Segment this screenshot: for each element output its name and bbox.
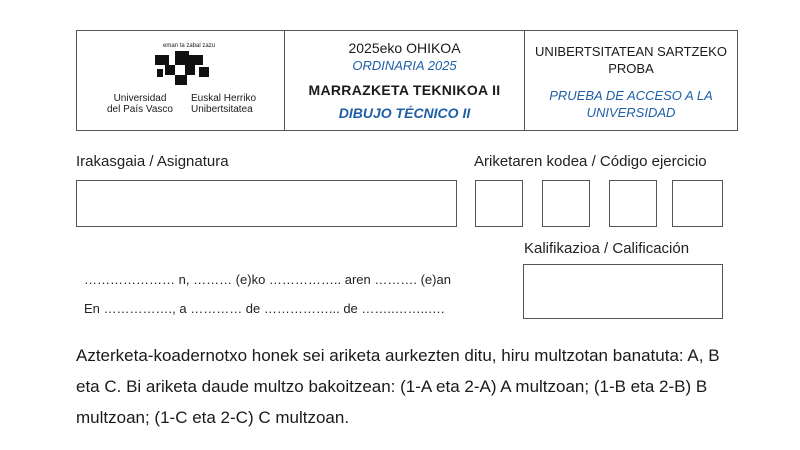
exercise-code-box-2[interactable] [542,180,590,227]
access-test-es: PRUEBA DE ACCESO A LA UNIVERSIDAD [549,88,713,120]
exercise-code-box-4[interactable] [672,180,723,227]
date-line-es: En ……………., a ………… de ……………... de ……..……..…. [84,301,445,316]
upv-ehu-logo-icon [155,51,211,85]
subject-label: Irakasgaia / Asignatura [76,153,229,170]
exam-title-cell [285,31,525,130]
access-test-cell [525,31,737,130]
exercise-code-box-1[interactable] [475,180,523,227]
date-line-eu: ………………… n, ……… (e)ko …………….. aren ………. (e)an [84,272,451,287]
exam-subject-eu: MARRAZKETA TEKNIKOA II [308,82,501,98]
instructions-paragraph: Azterketa-koadernotxo honek sei ariketa aurkezten ditu, hiru multzotan banatuta: A, B eta C. Bi ariketa daude multzo bakoitzean: (1-A eta 2-A) A multzoan; (1-B eta 2-B) B multzoan; (1-C eta 2-C) C multzoan. [76,346,720,427]
university-name-es [107,93,173,115]
exam-header [76,30,738,131]
university-logo-cell [77,31,285,130]
university-name-es-text: Universidad del País Vasco [107,93,173,115]
exam-session-eu: 2025eko OHIKOA [348,40,461,56]
grade-label: Kalifikazioa / Calificación [524,240,690,257]
exam-session-es: ORDINARIA 2025 [352,58,457,73]
exam-subject-es: DIBUJO TÉCNICO II [338,105,471,121]
university-name-eu [191,93,256,115]
logo-motto: eman ta zabal zazu [163,43,216,49]
subject-field[interactable] [76,180,457,227]
exercise-code-label: Ariketaren kodea / Código ejercicio [474,153,707,170]
exercise-code-box-3[interactable] [609,180,657,227]
university-name-eu-text: Euskal Herriko Unibertsitatea [191,93,257,115]
grade-field[interactable] [523,264,723,319]
access-test-eu: UNIBERTSITATEAN SARTZEKO PROBA [535,44,727,76]
